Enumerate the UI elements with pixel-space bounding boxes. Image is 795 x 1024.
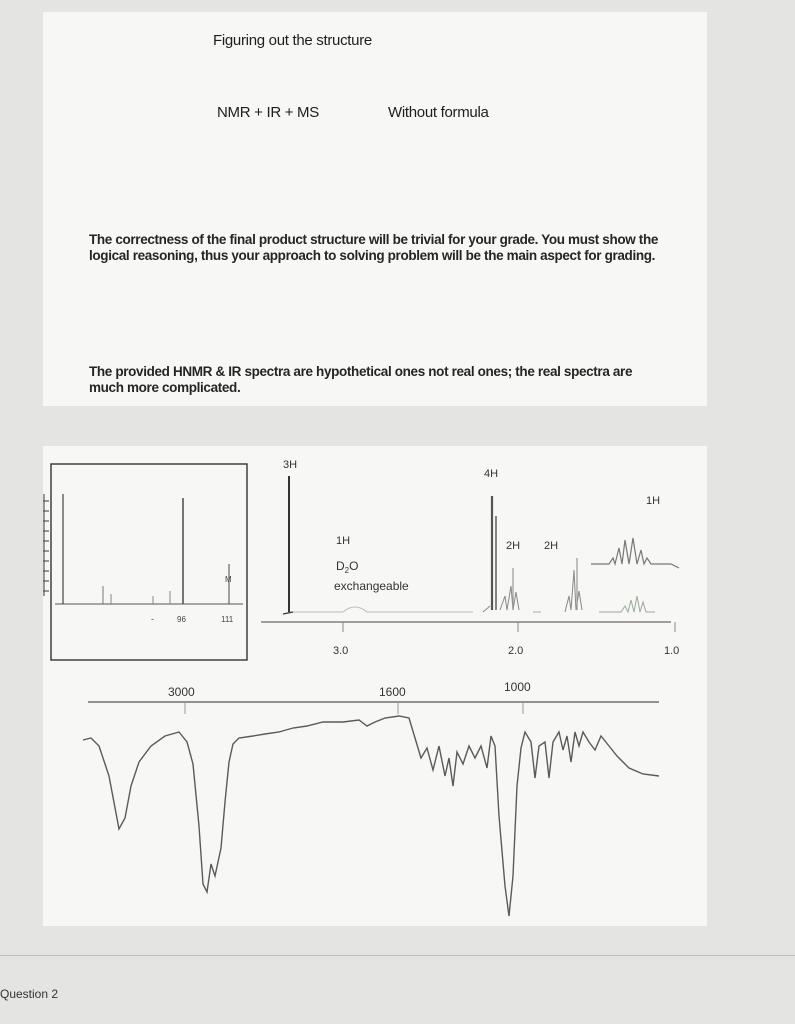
divider: [0, 955, 795, 956]
d2o-label: $D_2O$: [336, 559, 359, 575]
spectra-panel: [43, 446, 707, 926]
constraint-label: Without formula: [388, 104, 489, 121]
nmr-label-1h-exchangeable: 1H: [336, 535, 351, 547]
nmr-multiplet-expansion: [591, 538, 679, 568]
nmr-label-4h: 4H: [484, 468, 499, 480]
nmr-peak-2h: [565, 570, 582, 612]
ms-tick-mark: -: [151, 614, 154, 624]
nmr-label-2h-b: 2H: [544, 540, 559, 552]
ir-tick-3000: 3000: [168, 685, 195, 699]
nmr-tick-1: 1.0: [664, 645, 680, 657]
d2o-exchangeable-label: exchangeable: [334, 579, 409, 593]
nmr-label-3h: 3H: [283, 459, 298, 471]
ir-spectrum: [83, 680, 659, 916]
ir-tick-1000: 1000: [504, 680, 531, 694]
ms-scale: [43, 494, 49, 596]
instruction-card: [43, 12, 707, 406]
nmr-baseline: [293, 607, 473, 612]
nmr-tick-3: 3.0: [333, 645, 349, 657]
ms-label-96: 96: [177, 615, 186, 624]
problem-title: Figuring out the structure: [213, 32, 372, 49]
nmr-multiplet: [599, 596, 655, 612]
ir-tick-1600: 1600: [379, 685, 406, 699]
ms-frame: [51, 464, 247, 660]
ir-trace: [83, 716, 659, 916]
grading-note: The correctness of the final product structure will be trivial for your grade. You must show the logical reasoning, thus your approach to solving problem will be the main aspect for grading.: [89, 232, 659, 263]
nmr-spectrum: [261, 459, 679, 657]
mass-spectrum: [43, 464, 247, 660]
nmr-label-2h-a: 2H: [506, 540, 521, 552]
ms-label-111: 111: [221, 615, 234, 624]
disclaimer-note: The provided HNMR & IR spectra are hypothetical ones not real ones; the real spectra are much more complicated.: [89, 364, 633, 395]
ms-label-m: M: [225, 575, 232, 584]
methods-label: NMR + IR + MS: [217, 104, 319, 121]
nmr-tick-2: 2.0: [508, 645, 524, 657]
spectra-figure: [43, 446, 707, 926]
nmr-label-1h: 1H: [646, 495, 661, 507]
question-label: Question 2: [0, 987, 59, 1001]
